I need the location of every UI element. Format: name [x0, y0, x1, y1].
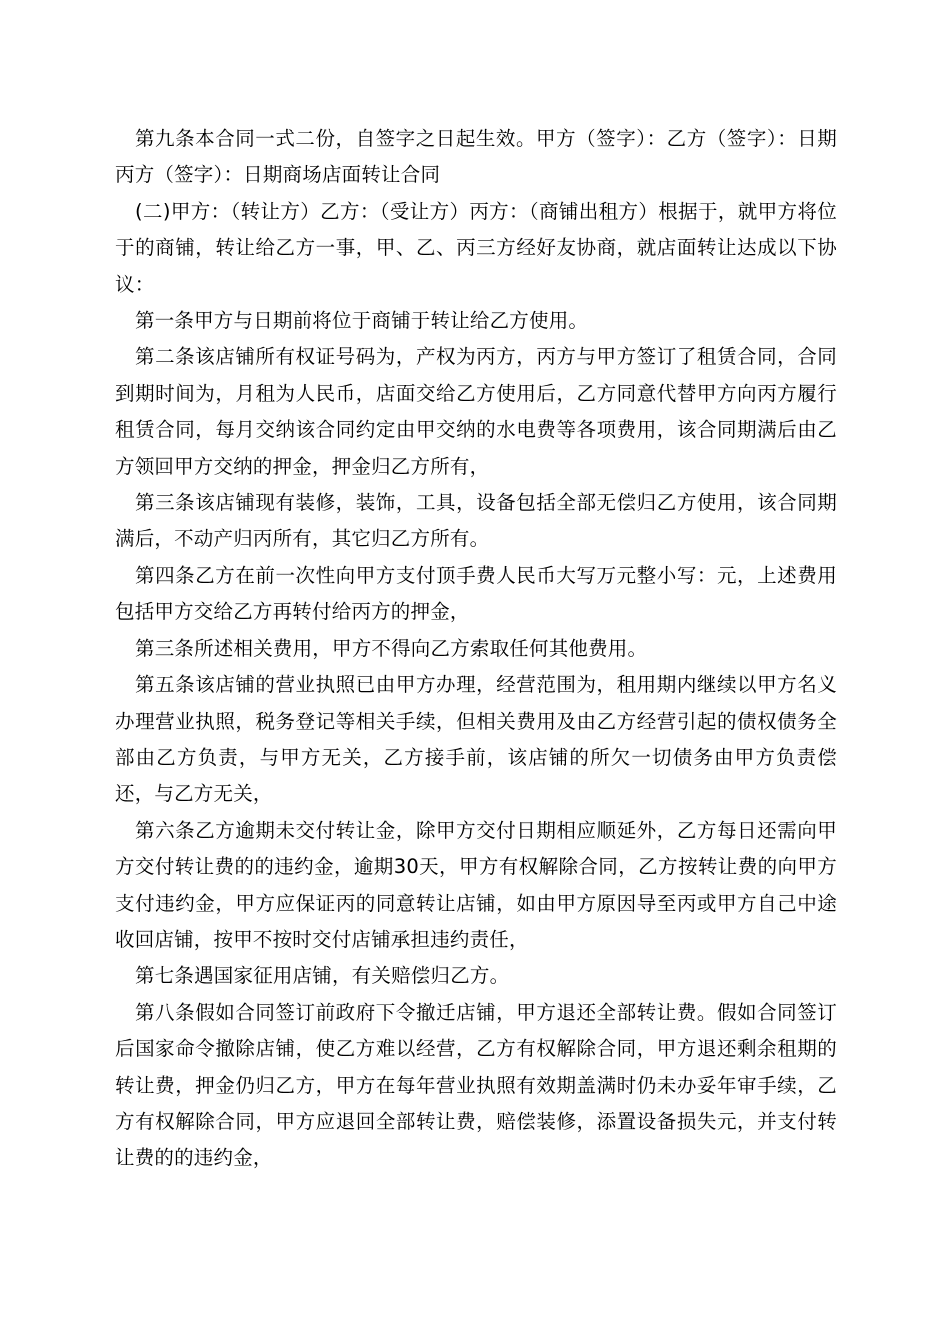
paragraph-article-7: 第七条遇国家征用店铺，有关赔偿归乙方。 — [135, 964, 510, 988]
paragraph-article-2: 第二条该店铺所有权证号码为，产权为丙方，丙方与甲方签订了租赁合同，合同到期时间为，月租为人民币，店面交给乙方使用后，乙方同意代替甲方向丙方履行租赁合同，每月交纳该合同约定由甲交纳的水电费等各项费用，该合同期满后由乙方领回甲方交纳的押金，押金归乙方所有， — [115, 345, 837, 478]
paragraph-article-6: 第六条乙方逾期未交付转让金，除甲方交付日期相应顺延外，乙方每日还需向甲方交付转让费的的违约金，逾期30天，甲方有权解除合同，乙方按转让费的向甲方支付违约金，甲方应保证丙的同意转让店铺，如由甲方原因导至丙或甲方自己中途收回店铺，按甲不按时交付店铺承担违约责任， — [115, 818, 837, 951]
paragraph-article-4: 第四条乙方在前一次性向甲方支付顶手费人民币大写万元整小写：元，上述费用包括甲方交给乙方再转付给丙方的押金， — [115, 563, 837, 624]
paragraph-parties-intro: (二)甲方：（转让方）乙方：（受让方）丙方：（商铺出租方）根据于，就甲方将位于的商铺，转让给乙方一事，甲、乙、丙三方经好友协商，就店面转让达成以下协议： — [115, 199, 837, 296]
paragraph-article-9: 第九条本合同一式二份，自签字之日起生效。甲方（签字）：乙方（签字）：日期丙方（签字）：日期商场店面转让合同 — [115, 127, 837, 187]
paragraph-article-1: 第一条甲方与日期前将位于商铺于转让给乙方使用。 — [135, 309, 589, 333]
paragraph-article-5: 第五条该店铺的营业执照已由甲方办理，经营范围为，租用期内继续以甲方名义办理营业执照，税务登记等相关手续，但相关费用及由乙方经营引起的债权债务全部由乙方负责，与甲方无关，乙方接手前，该店铺的所欠一切债务由甲方负责偿还，与乙方无关， — [115, 673, 837, 806]
paragraph-article-3-fees: 第三条所述相关费用，甲方不得向乙方索取任何其他费用。 — [135, 636, 648, 660]
document-body — [115, 121, 837, 1177]
paragraph-article-8: 第八条假如合同签订前政府下令撤迁店铺，甲方退还全部转让费。假如合同签订后国家命令撤除店铺，使乙方难以经营，乙方有权解除合同，甲方退还剩余租期的转让费，押金仍归乙方，甲方在每年营业执照有效期盖满时仍未办妥年审手续，乙方有权解除合同，甲方应退回全部转让费，赔偿装修，添置设备损失元，并支付转让费的的违约金， — [115, 1000, 837, 1170]
paragraph-article-3: 第三条该店铺现有装修，装饰，工具，设备包括全部无偿归乙方使用，该合同期满后，不动产归丙所有，其它归乙方所有。 — [115, 491, 837, 551]
